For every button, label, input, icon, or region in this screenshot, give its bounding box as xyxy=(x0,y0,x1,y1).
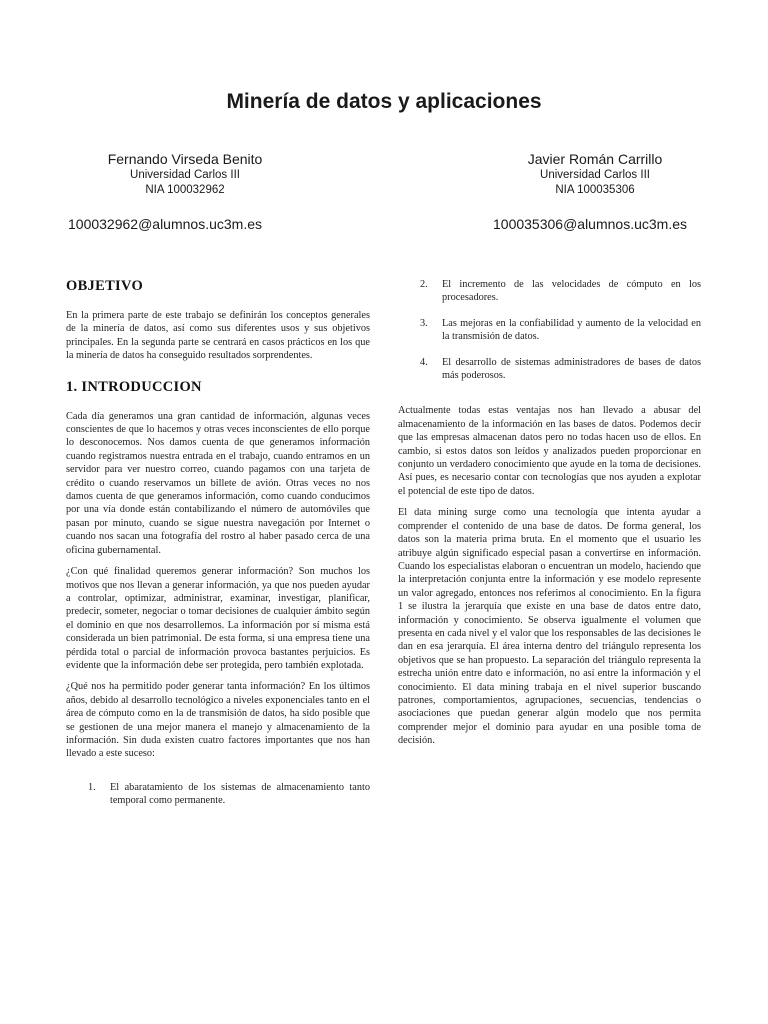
author-email-2: 100035306@alumnos.uc3m.es xyxy=(493,216,688,232)
list-number: 1. xyxy=(88,781,96,793)
list-number: 2. xyxy=(420,279,428,290)
author-email-1: 100032962@alumnos.uc3m.es xyxy=(68,216,263,232)
author-university: Universidad Carlos III xyxy=(540,169,650,181)
list-text: El abaratamiento de los sistemas de almacenamiento tanto temporal como permanente. xyxy=(110,781,370,807)
intro-paragraph-5: El data mining surge como una tecnología que intenta ayudar a comprender el contenido de una base de datos. De forma general, los datos son la materia prima bruta. En el momento que el usuario les atribuye algún significado especial pasan a convertirse en información. Cuando los especialistas elaboran o encuentran un modelo, haciendo que la interpretación conjunta entre la información y ese modelo represente un valor agregado, entonces nos referimos al conocimiento. En la figura 1 se ilustra la jerarquía que existe en una base de datos entre dato, información y conocimiento. Se observa igualmente el volumen que presenta en cada nivel y el valor que los responsables de las decisiones le dan en esa jerarquía. El área interna dentro del triángulo representa los objetivos que se han propuesto. La separación del triángulo representa la estrecha unión entre dato e información, no así entre la información y el conocimiento. El data mining trabaja en el nivel superior buscando patrones, comportamientos, agrupaciones, secuencias, tendencias o asociaciones que puedan generar algún modelo que nos permita comprender mejor el dominio para ayudar en una posible toma de decisión. xyxy=(398,507,701,747)
author-block-2 xyxy=(470,150,720,198)
section-heading-introduccion: 1. INTRODUCCION xyxy=(66,378,202,395)
author-university: Universidad Carlos III xyxy=(130,169,240,181)
author-block-1 xyxy=(60,150,310,198)
list-number: 3. xyxy=(420,317,428,329)
intro-paragraph-2: ¿Con qué finalidad queremos generar información? Son muchos los motivos que nos llevan a generar información, ya que nos pueden ayudar a controlar, optimizar, administrar, examinar, investigar, planificar, predecir, someter, negociar o tomar decisiones de cualquier ámbito según el dominio en que nos desarrollemos. La información por sí misma está considerada un bien patrimonial. De esta forma, si una empresa tiene una pérdida total o parcial de información provoca bastantes perjuicios. Es evidente que la información debe ser protegida, pero también explotada. xyxy=(66,566,370,671)
list-text: El incremento de las velocidades de cómputo en los procesadores. xyxy=(442,279,701,304)
author-nia: NIA 100032962 xyxy=(145,184,225,196)
list-item xyxy=(66,781,370,808)
intro-paragraph-4: Actualmente todas estas ventajas nos han llevado a abusar del almacenamiento de la información en las bases de datos. Podemos decir que las empresas almacenan datos pero no todas hacen uso de ellos. En cambio, si estos datos son leídos y analizados pueden proporcionar en conjunto un verdadero conocimiento que ayude en la toma de decisiones. Así pues, es necesario contar con tecnologías que nos ayuden a explotar el potencial de este tipo de datos. xyxy=(398,405,701,497)
section-heading-objetivo: OBJETIVO xyxy=(66,278,144,294)
list-text: Las mejoras en la confiabilidad y aumento de la velocidad en la transmisión de datos. xyxy=(442,317,701,343)
author-name: Fernando Virseda Benito xyxy=(107,151,263,167)
intro-paragraph-1: Cada día generamos una gran cantidad de información, algunas veces conscientes de que lo hacemos y otras veces inconscientes de ello porque lo desconocemos. Nos damos cuenta de que generamos información cuando registramos nuestra entrada en el trabajo, cuando entramos en un servidor para ver nuestro correo, cuando pagamos con una tarjeta de crédito o cuando reservamos un billete de avión. Otras veces no nos damos cuenta de que generamos información, como cuando conducimos por una vía donde están contabilizando el número de automóviles que pasan por minuto, cuando se sigue nuestra navegación por Internet o cuando nos sacan una fotografía del rostro al haber pasado cerca de una oficina gubernamental. xyxy=(66,410,370,556)
list-text: El desarrollo de sistemas administradores de bases de datos más poderosos. xyxy=(442,356,701,382)
list-item xyxy=(398,317,701,344)
paper-title: Minería de datos y aplicaciones xyxy=(226,90,542,113)
author-nia: NIA 100035306 xyxy=(555,184,635,196)
list-item xyxy=(398,278,701,305)
intro-paragraph-3: ¿Qué nos ha permitido poder generar tanta información? En los últimos años, debido al desarrollo tecnológico a niveles exponenciales tanto en el área de cómputo como en la de transmisión de datos, ha sido posible que se gestionen de una mejor manera el manejo y almacenamiento de la información. Sin duda existen cuatro factores importantes que nos han llevado a este suceso: xyxy=(66,681,370,760)
list-number: 4. xyxy=(420,356,428,368)
author-name: Javier Román Carrillo xyxy=(527,151,663,167)
right-column xyxy=(398,278,701,748)
list-item xyxy=(398,356,701,383)
left-column xyxy=(66,278,370,808)
objetivo-paragraph: En la primera parte de este trabajo se definirán los conceptos generales de la minería de datos, así como sus diferentes usos y sus objetivos principales. En la segunda parte se centrará en casos prácticos en los que la minería de datos ha conseguido resultados sorprendentes. xyxy=(66,310,370,362)
